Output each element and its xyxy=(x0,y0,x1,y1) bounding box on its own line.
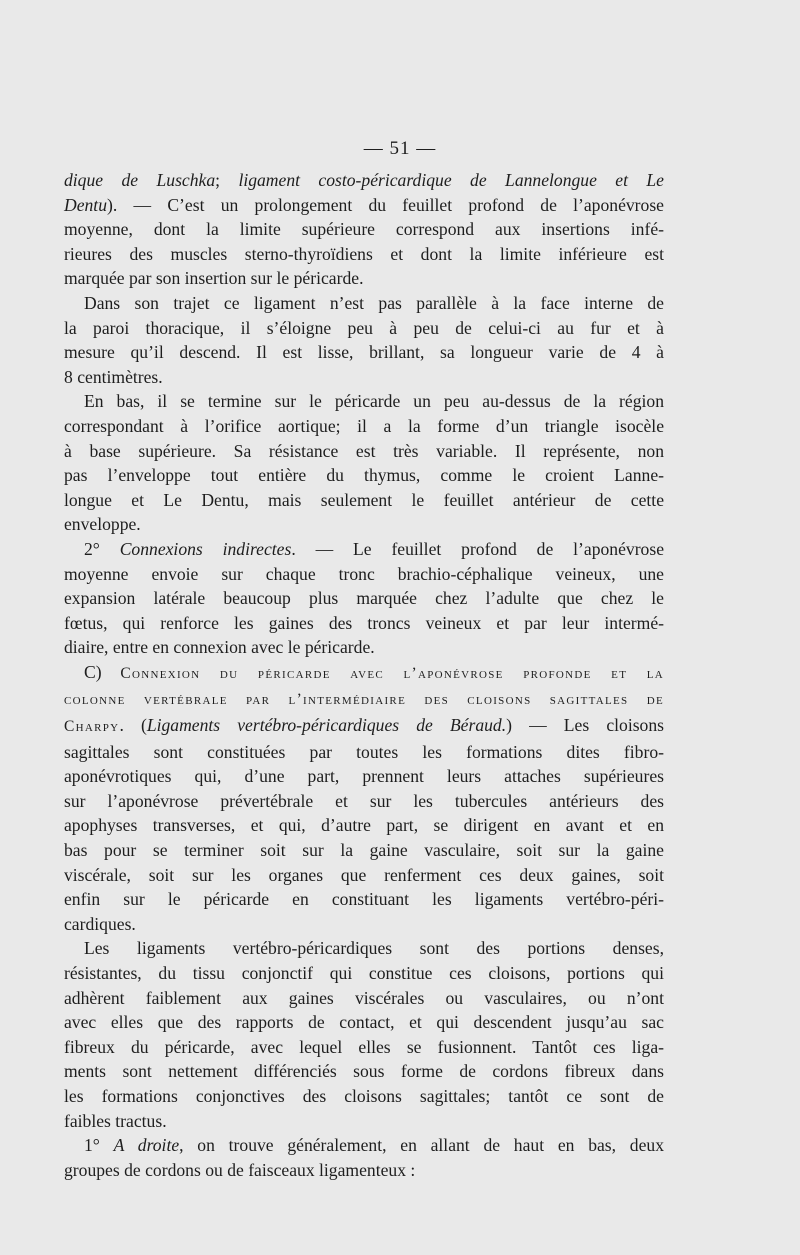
text-segment: ) — Les cloisons xyxy=(506,715,664,736)
text-segment: fibreux du péricarde, avec lequel elles se fusionnent. Tantôt ces liga- xyxy=(64,1036,664,1057)
text-line xyxy=(64,1133,664,1158)
text-segment: ). — C’est un prolongement du feuillet profond de l’aponévrose xyxy=(107,194,664,215)
text-segment: ments sont nettement différenciés sous forme de cordons fibreux dans xyxy=(64,1061,664,1082)
text-segment: résistantes, du tissu conjonctif qui constitue ces cloisons, portions qui xyxy=(64,963,664,983)
text-line xyxy=(64,635,664,660)
text-segment: mesure qu’il descend. Il est lisse, brillant, sa longueur varie de 4 à xyxy=(64,342,664,363)
text-segment: rieures des muscles sterno-thyroïdiens et dont la limite inférieure est xyxy=(64,243,664,264)
text-segment: pas l’enveloppe tout entière du thymus, comme le croient Lanne- xyxy=(64,465,664,486)
text-segment: C) xyxy=(84,661,121,682)
text-line xyxy=(64,537,664,562)
text-segment: marquée par son insertion sur le péricarde. xyxy=(64,268,364,289)
text-segment: Dans son trajet ce ligament n’est pas parallèle à la face interne de xyxy=(84,292,664,313)
text-segment: 8 centimètres. xyxy=(64,366,163,387)
text-segment: dique de Luschka xyxy=(64,170,216,190)
text-segment: expansion latérale beaucoup plus marquée chez l’adulte que chez le xyxy=(64,588,664,609)
text-segment: sur l’aponévrose prévertébrale et sur les tubercules antérieurs des xyxy=(64,790,664,811)
text-line xyxy=(64,217,664,242)
text-segment: 1° xyxy=(84,1135,114,1156)
text-line xyxy=(64,1035,664,1060)
text-line xyxy=(64,887,664,912)
text-line xyxy=(64,266,664,291)
text-line xyxy=(64,838,664,863)
text-segment: Charpy xyxy=(64,718,120,736)
text-segment: adhèrent faiblement aux gaines viscérales ou vasculaires, ou n’ont xyxy=(64,987,664,1008)
text-line xyxy=(64,1010,664,1035)
text-segment: avec elles que des rapports de contact, et qui descendent jusqu’au sac xyxy=(64,1012,664,1033)
text-segment: colonne vertébrale par l’intermédiaire des cloisons sagittales de xyxy=(64,691,664,709)
text-segment: cardiques. xyxy=(64,913,136,934)
text-segment: enfin sur le péricarde en constituant les ligaments vertébro-péri- xyxy=(64,889,664,910)
text-line xyxy=(64,912,664,937)
text-line xyxy=(64,713,664,740)
text-segment: apophyses transverses, et qui, d’autre part, se dirigent en avant et en xyxy=(64,815,664,836)
text-segment: ; xyxy=(215,170,239,190)
text-line xyxy=(64,586,664,611)
text-segment: les formations conjonctives des cloisons sagittales; tantôt ce sont de xyxy=(64,1085,664,1106)
text-segment: Ligaments vertébro-péricardiques de Béraud. xyxy=(146,715,507,736)
text-segment: moyenne, dont la limite supérieure correspond aux insertions infé- xyxy=(64,219,664,240)
text-line xyxy=(64,863,664,888)
text-line xyxy=(64,463,664,488)
text-segment: la paroi thoracique, il s’éloigne peu à peu de celui-ci au fur et à xyxy=(64,317,664,338)
text-segment: à base supérieure. Sa résistance est très variable. Il représente, non xyxy=(64,440,664,461)
body-text xyxy=(64,168,664,1182)
text-line xyxy=(64,986,664,1011)
text-segment: viscérale, soit sur les organes que renferment ces deux gaines, soit xyxy=(64,864,664,885)
text-line xyxy=(64,611,664,636)
text-line xyxy=(64,193,664,218)
text-line xyxy=(64,740,664,765)
text-line xyxy=(64,291,664,316)
text-segment: 2° xyxy=(84,538,120,559)
text-line xyxy=(64,512,664,537)
text-segment: sagittales sont constituées par toutes les formations dites fibro- xyxy=(64,741,664,762)
text-segment: . — Le feuillet profond de l’aponévrose xyxy=(291,538,664,559)
text-segment: moyenne envoie sur chaque tronc brachio-céphalique veineux, une xyxy=(64,563,664,584)
text-line xyxy=(64,961,664,986)
text-segment: . ( xyxy=(119,715,147,736)
text-segment: Connexion du péricarde avec l’aponévrose profonde et la xyxy=(120,664,664,682)
text-line xyxy=(64,789,664,814)
text-line xyxy=(64,168,664,193)
text-line xyxy=(64,389,664,414)
text-line xyxy=(64,488,664,513)
text-segment: fœtus, qui renforce les gaines des troncs veineux et par leur intermé- xyxy=(64,612,664,633)
text-line xyxy=(64,340,664,365)
text-segment: aponévrotiques qui, d’une part, prennent leurs attaches supérieures xyxy=(64,766,664,787)
text-line xyxy=(64,1158,664,1183)
text-line xyxy=(64,365,664,390)
text-segment: Connexions indirectes xyxy=(119,538,292,559)
text-segment: faibles tractus. xyxy=(64,1110,167,1131)
text-line xyxy=(64,660,664,687)
text-segment: bas pour se terminer soit sur la gaine vasculaire, soit sur la gaine xyxy=(64,840,664,861)
text-line xyxy=(64,316,664,341)
text-segment: groupes de cordons ou de faisceaux ligamenteux : xyxy=(64,1159,416,1180)
text-line xyxy=(64,1084,664,1109)
text-line xyxy=(64,439,664,464)
text-line xyxy=(64,686,664,713)
text-segment: longue et Le Dentu, mais seulement le feuillet antérieur de cette xyxy=(64,489,664,510)
text-segment: diaire, entre en connexion avec le péricarde. xyxy=(64,637,375,658)
text-line xyxy=(64,764,664,789)
text-line xyxy=(64,242,664,267)
text-segment: correspondant à l’orifice aortique; il a la forme d’un triangle isocèle xyxy=(64,415,664,436)
text-line xyxy=(64,562,664,587)
text-segment: Les ligaments vertébro-péricardiques sont des portions denses, xyxy=(84,938,664,959)
text-segment: Dentu xyxy=(64,194,107,215)
text-line xyxy=(64,813,664,838)
text-segment: , on trouve généralement, en allant de haut en bas, deux xyxy=(179,1135,664,1156)
page-number: — 51 — xyxy=(363,138,437,159)
text-line xyxy=(64,1109,664,1134)
text-segment: ligament costo-péricardique de Lannelongue et Le xyxy=(238,170,664,190)
text-line xyxy=(64,414,664,439)
text-line xyxy=(64,1059,664,1084)
text-segment: A droite xyxy=(113,1135,180,1156)
text-segment: En bas, il se termine sur le péricarde un peu au-dessus de la région xyxy=(84,391,664,412)
text-segment: enveloppe. xyxy=(64,514,141,535)
text-line xyxy=(64,936,664,961)
